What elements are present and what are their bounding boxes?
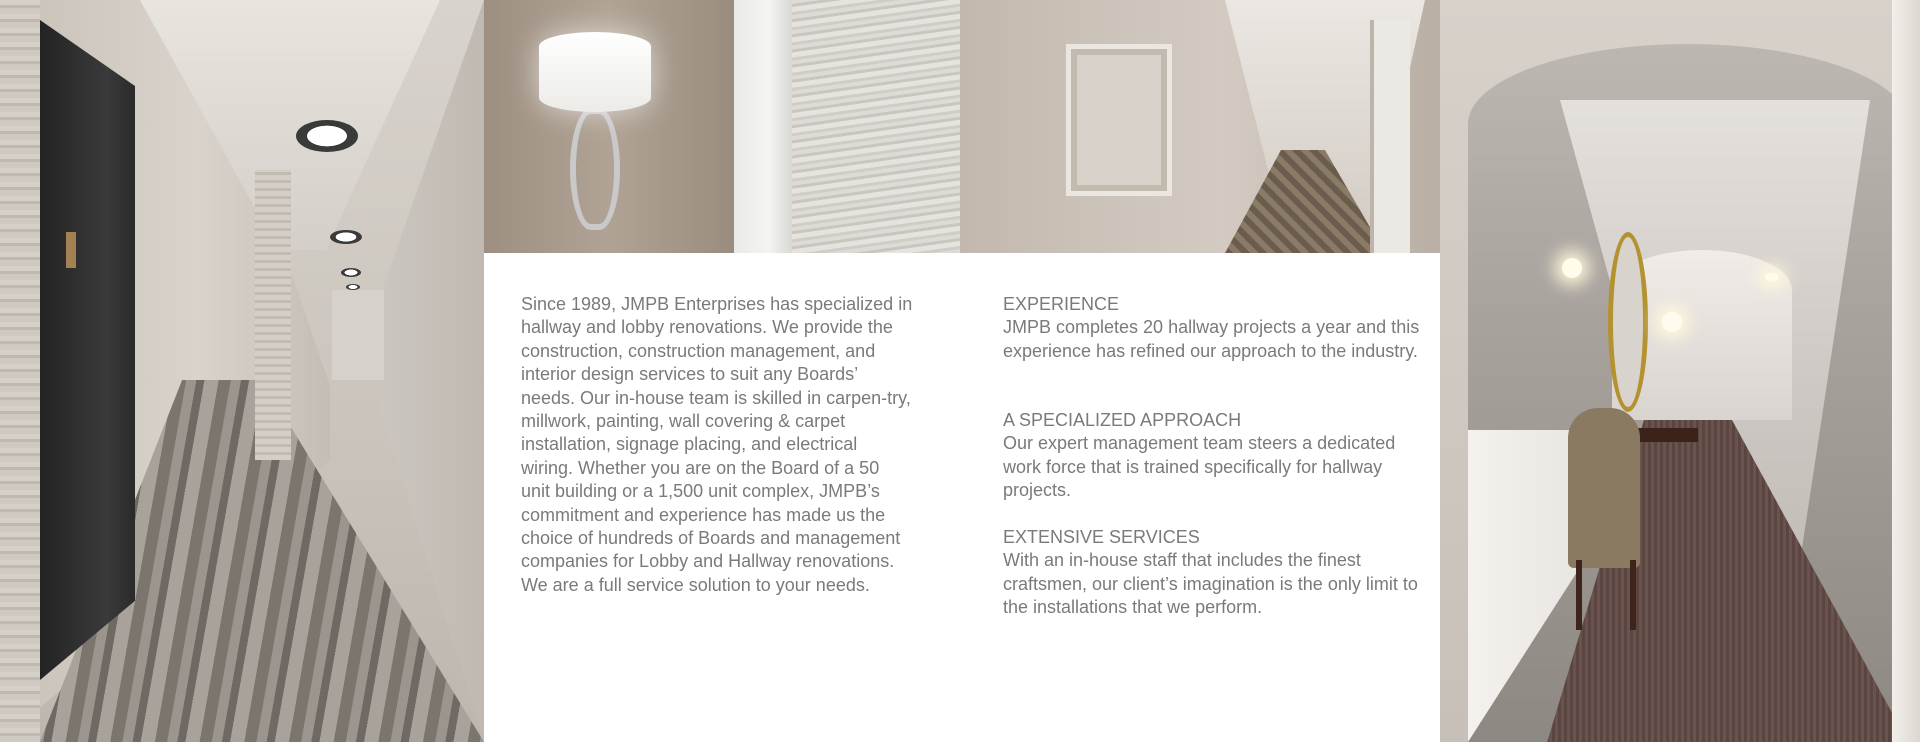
stone-texture-photo <box>792 0 960 253</box>
sconce-shade <box>539 32 651 112</box>
wall-sconce-light <box>1662 312 1682 332</box>
white-corner-photo <box>734 0 792 253</box>
sconce-frame <box>570 108 620 230</box>
section-extensive-services <box>1003 526 1423 620</box>
section-specialized-approach <box>1003 409 1423 503</box>
wall-sconce-light <box>1562 258 1582 278</box>
section-heading: EXPERIENCE <box>1003 294 1120 314</box>
ceiling-light <box>341 268 361 277</box>
white-column <box>1892 0 1920 742</box>
chair-leg <box>1630 560 1636 630</box>
gold-mirror <box>1608 232 1648 412</box>
ceiling-light <box>346 284 360 290</box>
section-body: Our expert management team steers a dedicated work force that is trained specifically for hallway projects. <box>1003 433 1396 501</box>
section-body: With an in-house staff that includes the finest craftsmen, our client’s imagination is the only limit to the installations that we perform. <box>1003 550 1418 618</box>
upholstered-chair <box>1568 408 1640 568</box>
hallway-door-panel-photo <box>960 0 1440 253</box>
section-experience <box>1003 293 1423 363</box>
door-number-plate <box>66 232 76 268</box>
section-heading: EXTENSIVE SERVICES <box>1003 527 1200 547</box>
ceiling-light <box>330 230 362 244</box>
access-panel <box>1066 44 1172 196</box>
ceiling-light <box>296 120 358 152</box>
section-body: JMPB completes 20 hallway projects a year and this experience has refined our approach to the industry. <box>1003 317 1420 361</box>
intro-paragraph: Since 1989, JMPB Enterprises has specialized in hallway and lobby renovations. We provide the construction, construction management, and interior design services to suit any Boards’ needs. Our in-house team is skilled in carpen-try, millwork, painting, wall covering & carpet installation, signage placing, and electrical wiring. Whether you are on the Board of a 50 unit building or a 1,500 unit complex, JMPB’s commitment and experience has made us the choice of hundreds of Boards and management companies for Lobby and Hallway renovations. We are a full service solution to your needs. <box>521 294 913 595</box>
elevator-door <box>40 20 135 680</box>
apartment-door <box>1370 20 1410 253</box>
stone-column <box>0 0 40 742</box>
section-heading: A SPECIALIZED APPROACH <box>1003 410 1242 430</box>
ceiling-light <box>1765 273 1779 281</box>
arched-hallway-photo <box>1440 0 1920 742</box>
hallway-photo-left <box>0 0 484 742</box>
chair-leg <box>1576 560 1582 630</box>
wall-sconce-photo <box>484 0 734 253</box>
stone-pillar <box>255 170 291 460</box>
hallway-end-wall <box>332 290 384 380</box>
